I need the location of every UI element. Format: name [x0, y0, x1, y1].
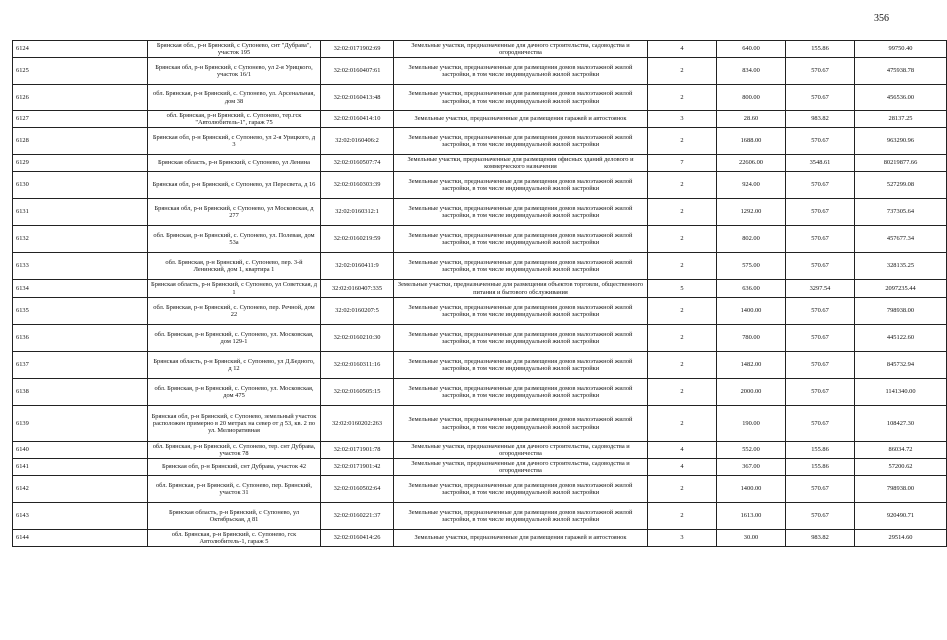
cadastral-value-cell: 963290.96 — [855, 128, 947, 155]
cadastral-number-cell: 32:02:0171901:78 — [321, 442, 394, 459]
cadastral-number-cell: 32:02:0160210:30 — [321, 325, 394, 352]
area-cell: 1613.00 — [717, 503, 786, 530]
address-cell: обл. Брянская, р-н Брянский, с. Супонево, ул. Полевая, дом 53а — [148, 226, 321, 253]
row-number: 6141 — [13, 459, 148, 476]
address-cell: обл. Брянская, р-н Брянский, с. Супонево, тер.гск "Автолюбитель-1", гараж 75 — [148, 111, 321, 128]
area-cell: 190.00 — [717, 406, 786, 442]
land-registry-table — [12, 40, 947, 547]
address-cell: Брянская область, р-н Брянский, с Супонево, ул Д.Бедного, д 12 — [148, 352, 321, 379]
area-cell: 1400.00 — [717, 298, 786, 325]
group-cell: 2 — [648, 325, 717, 352]
rate-cell: 570.67 — [786, 199, 855, 226]
address-cell: Брянская обл, р-н Брянский, с Супонево, ул Московская, д 277 — [148, 199, 321, 226]
group-cell: 2 — [648, 172, 717, 199]
cadastral-value-cell: 798938.00 — [855, 476, 947, 503]
land-use-cell: Земельные участки, предназначенные для размещения гаражей и автостоянок — [394, 111, 648, 128]
rate-cell: 983.82 — [786, 111, 855, 128]
land-use-cell: Земельные участки, предназначенные для размещения офисных зданий делового и коммерческого назначения — [394, 155, 648, 172]
group-cell: 2 — [648, 253, 717, 280]
address-cell: Брянская обл, р-н Брянский, с Супонево, ул 2-я Урицкого, д 3 — [148, 128, 321, 155]
area-cell: 636.00 — [717, 280, 786, 298]
land-use-cell: Земельные участки, предназначенные для размещения домов малоэтажной жилой застройки, в том числе индивидуальной жилой застройки — [394, 85, 648, 111]
cadastral-value-cell: 108427.30 — [855, 406, 947, 442]
rate-cell: 570.67 — [786, 503, 855, 530]
table-row — [13, 85, 947, 111]
row-number: 6134 — [13, 280, 148, 298]
page-number: 356 — [874, 13, 889, 24]
cadastral-number-cell: 32:02:0160502:64 — [321, 476, 394, 503]
row-number: 6136 — [13, 325, 148, 352]
row-number: 6135 — [13, 298, 148, 325]
cadastral-number-cell: 32:02:0160414:10 — [321, 111, 394, 128]
area-cell: 640.00 — [717, 41, 786, 58]
rate-cell: 155.86 — [786, 442, 855, 459]
cadastral-value-cell: 2097235.44 — [855, 280, 947, 298]
row-number: 6130 — [13, 172, 148, 199]
row-number: 6126 — [13, 85, 148, 111]
land-use-cell: Земельные участки, предназначенные для размещения домов малоэтажной жилой застройки, в том числе индивидуальной жилой застройки — [394, 199, 648, 226]
table-row — [13, 128, 947, 155]
cadastral-value-cell: 80219877.66 — [855, 155, 947, 172]
land-use-cell: Земельные участки, предназначенные для размещения домов малоэтажной жилой застройки, в том числе индивидуальной жилой застройки — [394, 476, 648, 503]
row-number: 6133 — [13, 253, 148, 280]
row-number: 6124 — [13, 41, 148, 58]
table-row — [13, 442, 947, 459]
group-cell: 2 — [648, 128, 717, 155]
land-use-cell: Земельные участки, предназначенные для размещения домов малоэтажной жилой застройки, в том числе индивидуальной жилой застройки — [394, 58, 648, 85]
row-number: 6140 — [13, 442, 148, 459]
land-use-cell: Земельные участки, предназначенные для дачного строительства, садоводства и огородничества — [394, 41, 648, 58]
row-number: 6128 — [13, 128, 148, 155]
row-number: 6125 — [13, 58, 148, 85]
address-cell: обл. Брянская, р-н Брянский, с. Супонево, пер. Речной, дом 22 — [148, 298, 321, 325]
rate-cell: 3297.54 — [786, 280, 855, 298]
group-cell: 3 — [648, 111, 717, 128]
area-cell: 22606.00 — [717, 155, 786, 172]
row-number: 6138 — [13, 379, 148, 406]
area-cell: 802.00 — [717, 226, 786, 253]
cadastral-value-cell: 328135.25 — [855, 253, 947, 280]
table-row — [13, 280, 947, 298]
cadastral-value-cell: 456536.00 — [855, 85, 947, 111]
cadastral-number-cell: 32:02:0160411:9 — [321, 253, 394, 280]
table-row — [13, 476, 947, 503]
group-cell: 5 — [648, 280, 717, 298]
rate-cell: 570.67 — [786, 476, 855, 503]
area-cell: 367.00 — [717, 459, 786, 476]
table-row — [13, 406, 947, 442]
land-use-cell: Земельные участки, предназначенные для размещения домов малоэтажной жилой застройки, в том числе индивидуальной жилой застройки — [394, 128, 648, 155]
group-cell: 2 — [648, 476, 717, 503]
group-cell: 2 — [648, 406, 717, 442]
land-use-cell: Земельные участки, предназначенные для размещения домов малоэтажной жилой застройки, в том числе индивидуальной жилой застройки — [394, 406, 648, 442]
table-row — [13, 459, 947, 476]
address-cell: Брянская обл., р-н Брянский, с Супонево, снт "Дубрава", участок 195 — [148, 41, 321, 58]
land-use-cell: Земельные участки, предназначенные для размещения домов малоэтажной жилой застройки, в том числе индивидуальной жилой застройки — [394, 172, 648, 199]
area-cell: 800.00 — [717, 85, 786, 111]
address-cell: Брянская обл, р-н Брянский, с Супонево, земельный участок расположен примерно в 20 метрах на север от д 53, кв. 2 по ул. Мелиоративная — [148, 406, 321, 442]
land-use-cell: Земельные участки, предназначенные для размещения домов малоэтажной жилой застройки, в том числе индивидуальной жилой застройки — [394, 325, 648, 352]
address-cell: обл. Брянская, р-н Брянский, с. Супонево, тер. снт Дубрава, участок 78 — [148, 442, 321, 459]
cadastral-number-cell: 32:02:0160413:48 — [321, 85, 394, 111]
group-cell: 2 — [648, 85, 717, 111]
land-use-cell: Земельные участки, предназначенные для размещения объектов торговли, общественного питания и бытового обслуживания — [394, 280, 648, 298]
cadastral-number-cell: 32:02:0160414:26 — [321, 530, 394, 547]
group-cell: 2 — [648, 352, 717, 379]
rate-cell: 3548.61 — [786, 155, 855, 172]
table-row — [13, 58, 947, 85]
address-cell: обл. Брянская, р-н Брянский, с. Супонево, ул. Московская, дом 475 — [148, 379, 321, 406]
cadastral-value-cell: 57200.62 — [855, 459, 947, 476]
land-use-cell: Земельные участки, предназначенные для дачного строительства, садоводства и огородничества — [394, 442, 648, 459]
area-cell: 1400.00 — [717, 476, 786, 503]
cadastral-value-cell: 1141340.00 — [855, 379, 947, 406]
area-cell: 575.00 — [717, 253, 786, 280]
address-cell: Брянская обл, р-н Брянский, с Супонево, ул Пересвета, д 16 — [148, 172, 321, 199]
rate-cell: 570.67 — [786, 379, 855, 406]
cadastral-number-cell: 32:02:0160219:59 — [321, 226, 394, 253]
row-number: 6127 — [13, 111, 148, 128]
area-cell: 2000.00 — [717, 379, 786, 406]
address-cell: Брянская обл, р-н Брянский, снт Дубрава, участок 42 — [148, 459, 321, 476]
row-number: 6142 — [13, 476, 148, 503]
area-cell: 1482.00 — [717, 352, 786, 379]
group-cell: 3 — [648, 530, 717, 547]
cadastral-number-cell: 32:02:0160312:1 — [321, 199, 394, 226]
group-cell: 4 — [648, 442, 717, 459]
row-number: 6137 — [13, 352, 148, 379]
cadastral-value-cell: 527299.08 — [855, 172, 947, 199]
rate-cell: 570.67 — [786, 226, 855, 253]
rate-cell: 570.67 — [786, 406, 855, 442]
rate-cell: 570.67 — [786, 172, 855, 199]
group-cell: 4 — [648, 41, 717, 58]
cadastral-number-cell: 32:02:0160407:335 — [321, 280, 394, 298]
cadastral-value-cell: 457677.34 — [855, 226, 947, 253]
area-cell: 1292.00 — [717, 199, 786, 226]
cadastral-number-cell: 32:02:0160303:39 — [321, 172, 394, 199]
cadastral-number-cell: 32:02:0171901:42 — [321, 459, 394, 476]
land-use-cell: Земельные участки, предназначенные для размещения домов малоэтажной жилой застройки, в том числе индивидуальной жилой застройки — [394, 503, 648, 530]
cadastral-number-cell: 32:02:0160406:2 — [321, 128, 394, 155]
cadastral-value-cell: 86034.72 — [855, 442, 947, 459]
land-use-cell: Земельные участки, предназначенные для размещения домов малоэтажной жилой застройки, в том числе индивидуальной жилой застройки — [394, 226, 648, 253]
table-row — [13, 503, 947, 530]
rate-cell: 570.67 — [786, 253, 855, 280]
table-row — [13, 379, 947, 406]
land-use-cell: Земельные участки, предназначенные для дачного строительства, садоводства и огородничества — [394, 459, 648, 476]
table-row — [13, 298, 947, 325]
row-number: 6132 — [13, 226, 148, 253]
rate-cell: 570.67 — [786, 325, 855, 352]
cadastral-value-cell: 445122.60 — [855, 325, 947, 352]
table-row — [13, 352, 947, 379]
area-cell: 30.00 — [717, 530, 786, 547]
address-cell: обл. Брянская, р-н Брянский, с. Супонево, гск Автолюбитель-1, гараж 5 — [148, 530, 321, 547]
group-cell: 2 — [648, 226, 717, 253]
table-row — [13, 325, 947, 352]
rate-cell: 570.67 — [786, 298, 855, 325]
group-cell: 2 — [648, 298, 717, 325]
address-cell: обл. Брянская, р-н Брянский, с. Супонево, пер. 3-й Ленинский, дом 1, квартира 1 — [148, 253, 321, 280]
cadastral-number-cell: 32:02:0160505:15 — [321, 379, 394, 406]
cadastral-number-cell: 32:02:0160311:16 — [321, 352, 394, 379]
row-number: 6131 — [13, 199, 148, 226]
rate-cell: 155.86 — [786, 41, 855, 58]
cadastral-value-cell: 475938.78 — [855, 58, 947, 85]
group-cell: 2 — [648, 58, 717, 85]
cadastral-value-cell: 920490.71 — [855, 503, 947, 530]
table-row — [13, 199, 947, 226]
rate-cell: 983.82 — [786, 530, 855, 547]
land-use-cell: Земельные участки, предназначенные для размещения домов малоэтажной жилой застройки, в том числе индивидуальной жилой застройки — [394, 352, 648, 379]
group-cell: 2 — [648, 379, 717, 406]
rate-cell: 570.67 — [786, 58, 855, 85]
table-row — [13, 155, 947, 172]
area-cell: 924.00 — [717, 172, 786, 199]
row-number: 6143 — [13, 503, 148, 530]
table-body — [13, 41, 947, 547]
address-cell: Брянская обл, р-н Брянский, с Супонево, ул 2-я Урицкого, участок 16/1 — [148, 58, 321, 85]
address-cell: Брянская область, р-н Брянский, с Супонево, ул Советская, д 1 — [148, 280, 321, 298]
land-use-cell: Земельные участки, предназначенные для размещения домов малоэтажной жилой застройки, в том числе индивидуальной жилой застройки — [394, 379, 648, 406]
cadastral-value-cell: 845732.94 — [855, 352, 947, 379]
address-cell: обл. Брянская, р-н Брянский, с. Супонево, ул. Московская, дом 129-1 — [148, 325, 321, 352]
rate-cell: 155.86 — [786, 459, 855, 476]
table-row — [13, 530, 947, 547]
rate-cell: 570.67 — [786, 85, 855, 111]
cadastral-number-cell: 32:02:0160202:263 — [321, 406, 394, 442]
area-cell: 1688.00 — [717, 128, 786, 155]
cadastral-number-cell: 32:02:0171902:69 — [321, 41, 394, 58]
group-cell: 7 — [648, 155, 717, 172]
cadastral-value-cell: 28137.25 — [855, 111, 947, 128]
cadastral-value-cell: 99750.40 — [855, 41, 947, 58]
area-cell: 552.00 — [717, 442, 786, 459]
area-cell: 780.00 — [717, 325, 786, 352]
group-cell: 2 — [648, 199, 717, 226]
land-use-cell: Земельные участки, предназначенные для размещения гаражей и автостоянок — [394, 530, 648, 547]
area-cell: 28.60 — [717, 111, 786, 128]
land-use-cell: Земельные участки, предназначенные для размещения домов малоэтажной жилой застройки, в том числе индивидуальной жилой застройки — [394, 298, 648, 325]
group-cell: 4 — [648, 459, 717, 476]
group-cell: 2 — [648, 503, 717, 530]
rate-cell: 570.67 — [786, 352, 855, 379]
address-cell: обл. Брянская, р-н Брянский, с. Супонево, пер. Брянский, участок 31 — [148, 476, 321, 503]
row-number: 6144 — [13, 530, 148, 547]
cadastral-value-cell: 29514.60 — [855, 530, 947, 547]
table-row — [13, 226, 947, 253]
address-cell: Брянская область, р-н Брянский, с Супонево, ул Октябрьская, д 81 — [148, 503, 321, 530]
address-cell: Брянская область, р-н Брянский, с Супонево, ул Ленина — [148, 155, 321, 172]
cadastral-value-cell: 737305.64 — [855, 199, 947, 226]
cadastral-number-cell: 32:02:0160507:74 — [321, 155, 394, 172]
rate-cell: 570.67 — [786, 128, 855, 155]
table-row — [13, 253, 947, 280]
row-number: 6129 — [13, 155, 148, 172]
table-row — [13, 111, 947, 128]
address-cell: обл. Брянская, р-н Брянский, с. Супонево, ул. Арсенальная, дом 38 — [148, 85, 321, 111]
table-row — [13, 172, 947, 199]
cadastral-value-cell: 798938.00 — [855, 298, 947, 325]
cadastral-number-cell: 32:02:0160207:5 — [321, 298, 394, 325]
cadastral-number-cell: 32:02:0160407:61 — [321, 58, 394, 85]
land-use-cell: Земельные участки, предназначенные для размещения домов малоэтажной жилой застройки, в том числе индивидуальной жилой застройки — [394, 253, 648, 280]
area-cell: 834.00 — [717, 58, 786, 85]
row-number: 6139 — [13, 406, 148, 442]
cadastral-number-cell: 32:02:0160221:37 — [321, 503, 394, 530]
table-row — [13, 41, 947, 58]
